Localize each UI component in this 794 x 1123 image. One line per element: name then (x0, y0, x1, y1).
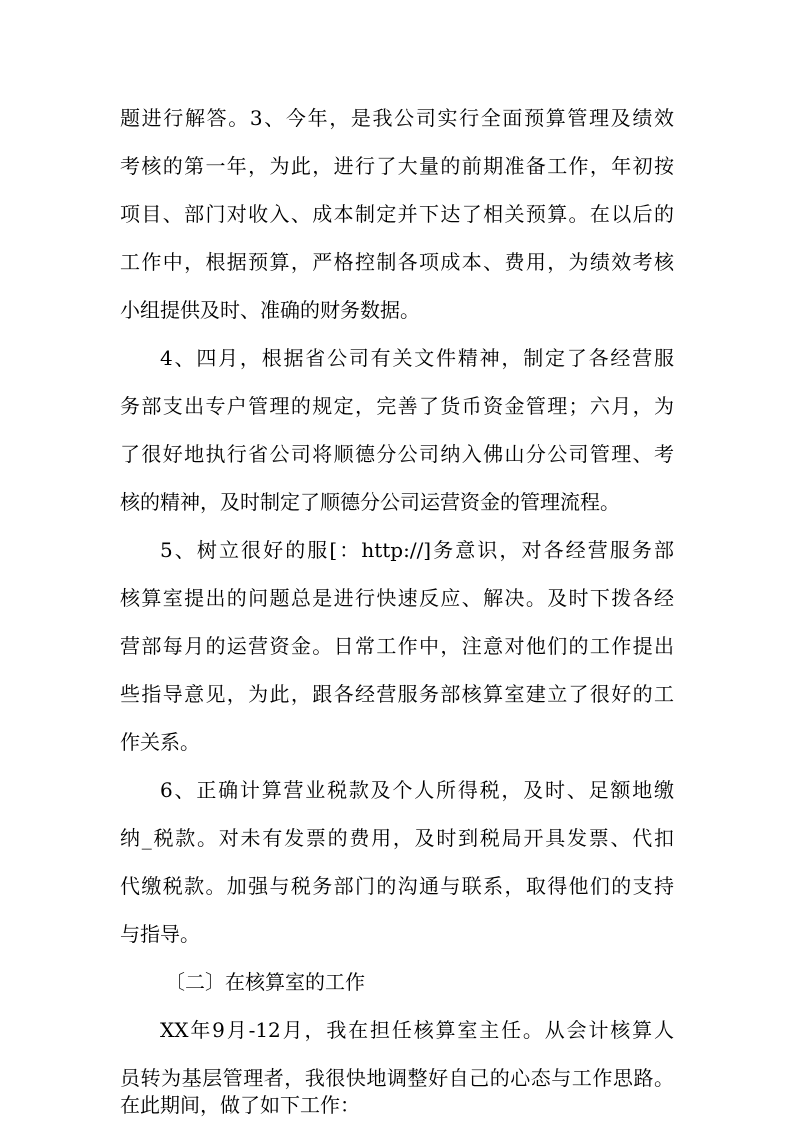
text-line: 工作中，根据预算，严格控制各项成本、费用，为绩效考核 (120, 250, 674, 274)
text-line: 作关系。 (120, 730, 200, 754)
text-line: 员转为基层管理者，我很快地调整好自己的心态与工作思路。 (120, 1066, 674, 1090)
text-line: XX年9月-12月，我在担任核算室主任。从会计核算人 (160, 1018, 674, 1042)
text-line: 纳_税款。对未有发票的费用，及时到税局开具发票、代扣 (120, 826, 674, 850)
text-line: 核算室提出的问题总是进行快速反应、解决。及时下拨各经 (120, 586, 674, 610)
text-line: 在此期间，做了如下工作： (120, 1093, 360, 1117)
text-line: 务部支出专户管理的规定，完善了货币资金管理；六月，为 (120, 394, 674, 418)
text-line: 4、四月，根据省公司有关文件精神，制定了各经营服 (160, 346, 674, 370)
text-line: 题进行解答。3、今年，是我公司实行全面预算管理及绩效 (120, 106, 674, 130)
text-line: 与指导。 (120, 922, 200, 946)
text-line: 营部每月的运营资金。日常工作中，注意对他们的工作提出 (120, 634, 674, 658)
text-line: 小组提供及时、准确的财务数据。 (120, 298, 420, 322)
section-heading: 〔二〕在核算室的工作 (165, 970, 365, 994)
text-line: 考核的第一年，为此，进行了大量的前期准备工作，年初按 (120, 154, 674, 178)
text-line: 了很好地执行省公司将顺德分公司纳入佛山分公司管理、考 (120, 442, 674, 466)
text-line: 项目、部门对收入、成本制定并下达了相关预算。在以后的 (120, 202, 674, 226)
text-line: 些指导意见，为此，跟各经营服务部核算室建立了很好的工 (120, 682, 674, 706)
text-line: 5、树立很好的服[：http://]务意识，对各经营服务部 (160, 538, 674, 562)
text-line: 代缴税款。加强与税务部门的沟通与联系，取得他们的支持 (120, 874, 674, 898)
text-line: 6、正确计算营业税款及个人所得税，及时、足额地缴 (160, 778, 674, 802)
text-line: 核的精神，及时制定了顺德分公司运营资金的管理流程。 (120, 490, 620, 514)
